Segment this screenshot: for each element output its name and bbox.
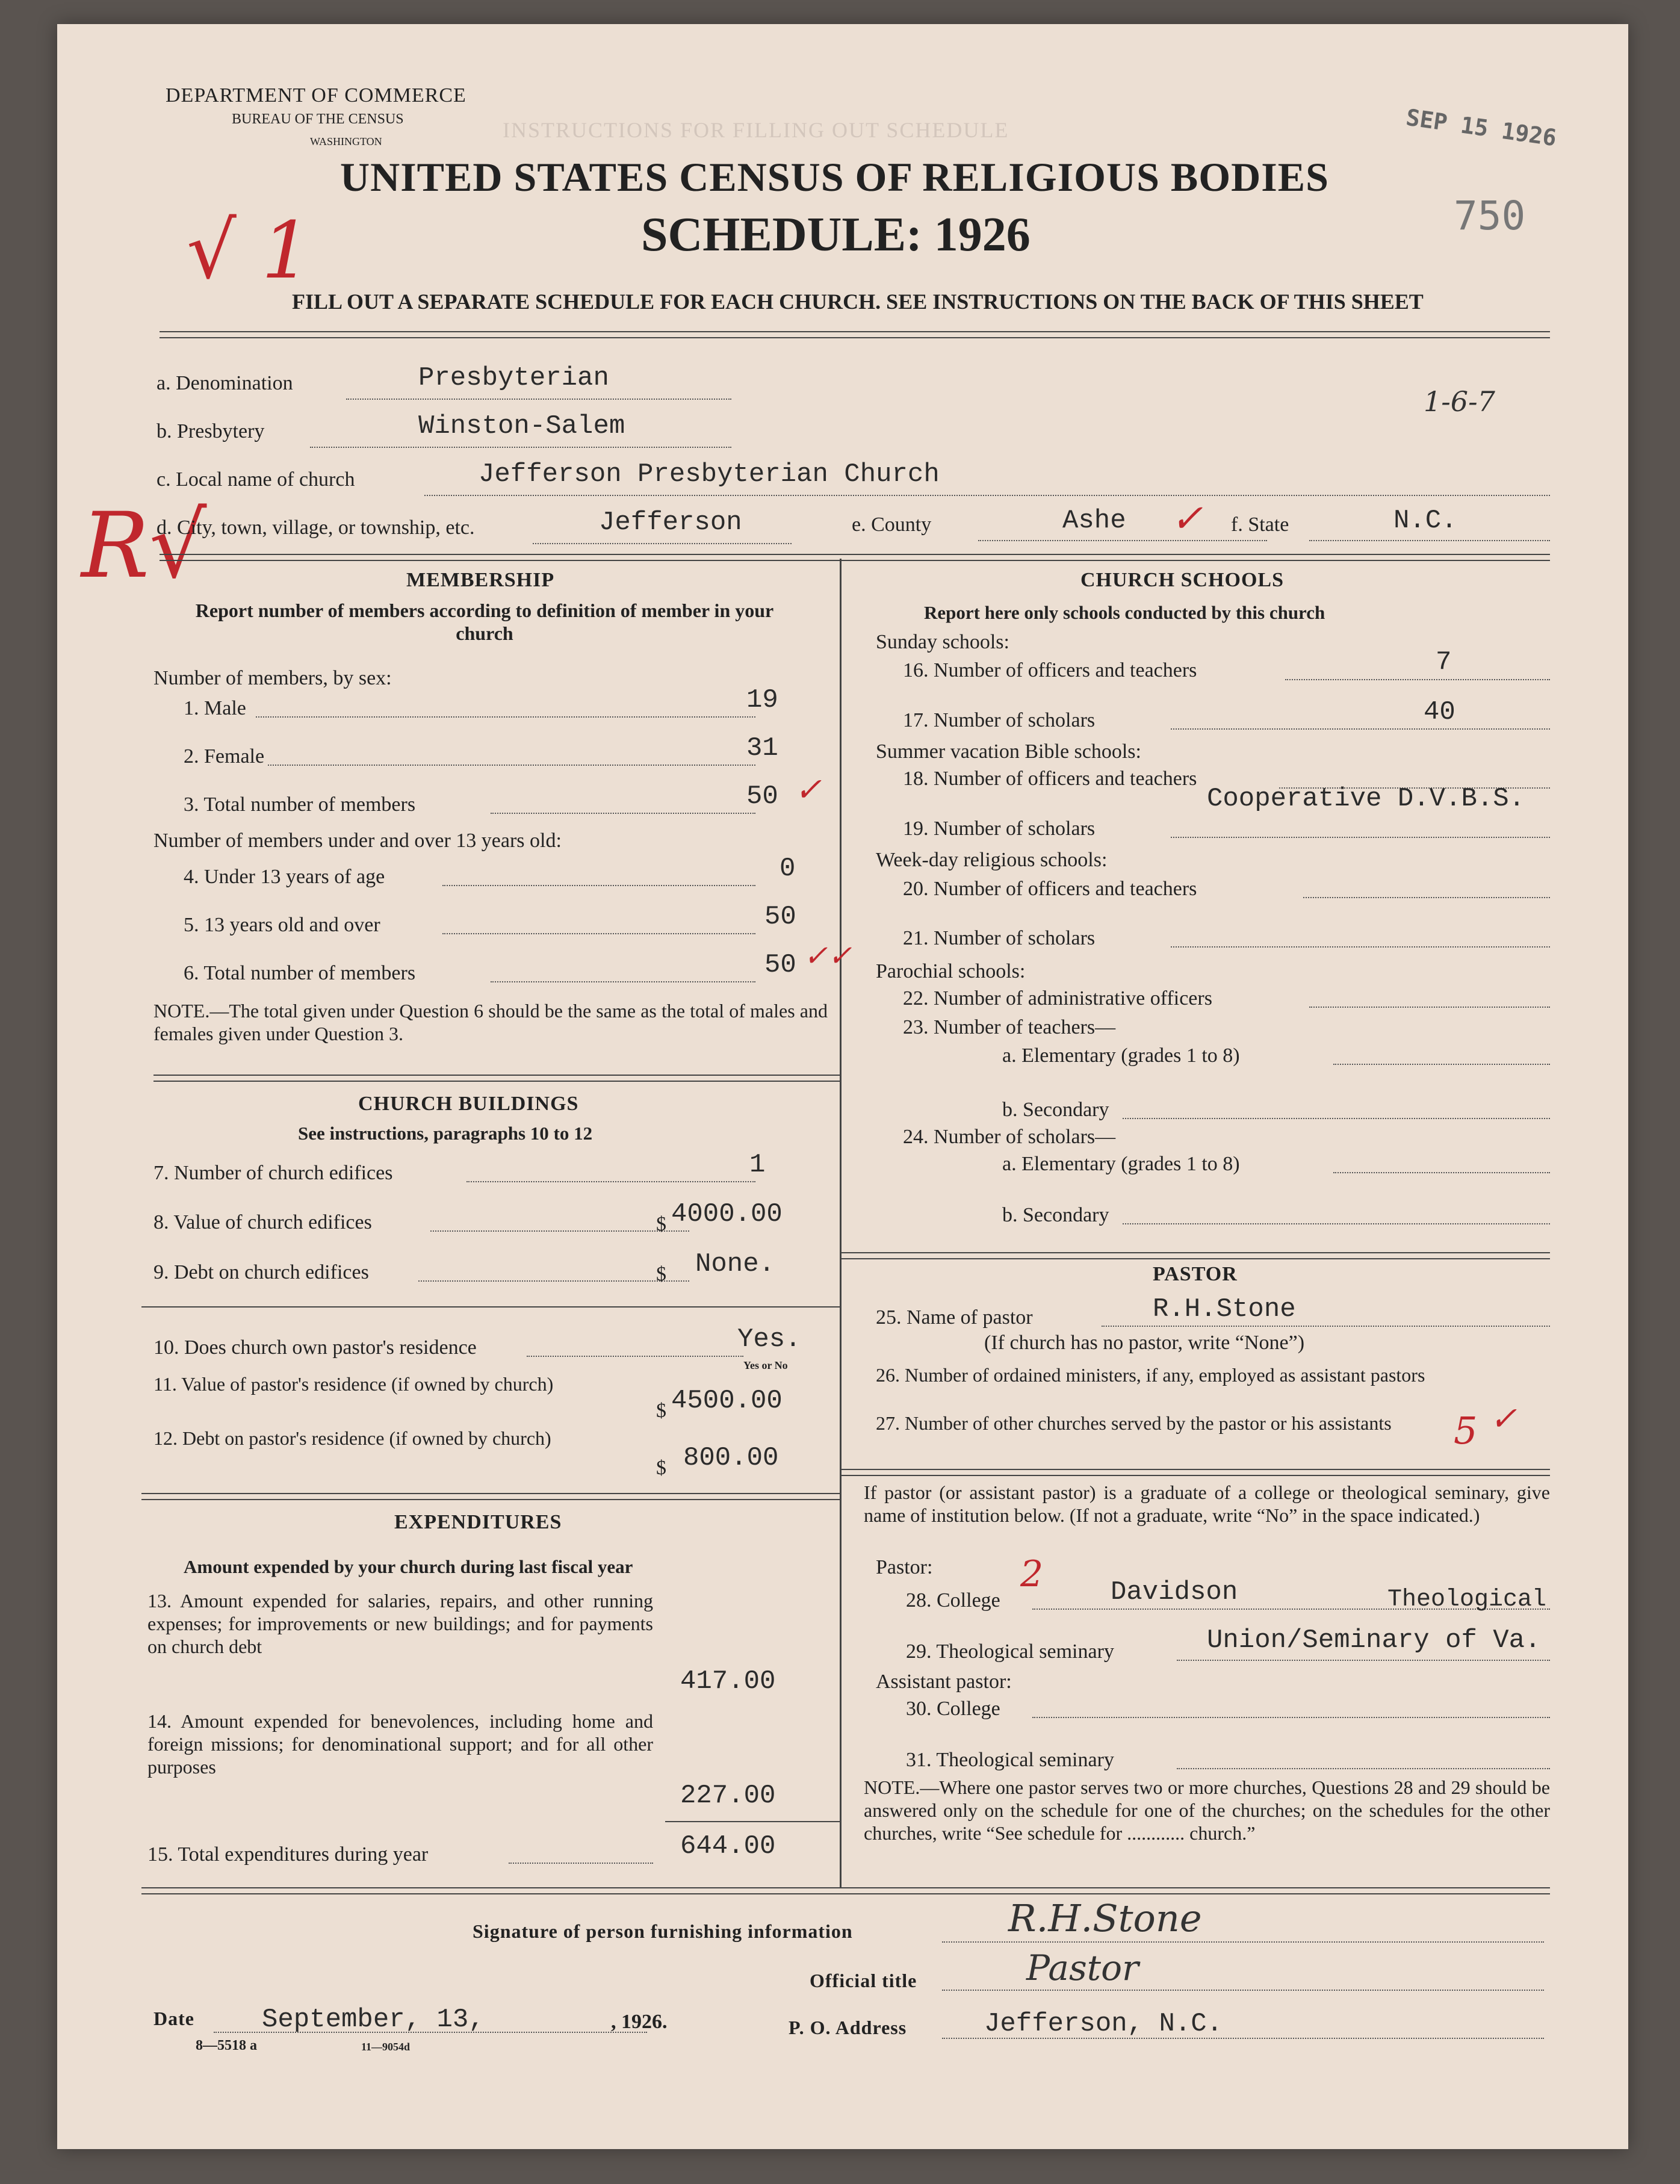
presbytery-label: b. Presbytery (157, 420, 265, 442)
buildings-subheading: See instructions, paragraphs 10 to 12 (298, 1123, 593, 1144)
schedule-number-stamp: 750 (1454, 193, 1526, 239)
q13-value[interactable]: 417.00 (680, 1666, 776, 1696)
q3-value[interactable]: 50 (746, 781, 778, 811)
q6-label: 6. Total number of members (184, 962, 416, 984)
q31-label: 31. Theological seminary (906, 1749, 1114, 1771)
q11-value[interactable]: 4500.00 (671, 1386, 783, 1416)
pastor-heading: PASTOR (1153, 1263, 1238, 1285)
membership-rule (153, 1075, 840, 1082)
q15-value[interactable]: 644.00 (680, 1831, 776, 1861)
header-rule (160, 331, 1550, 338)
q1-value[interactable]: 19 (746, 685, 778, 715)
yes-or-no-hint: Yes or No (743, 1359, 788, 1371)
q24a-label: a. Elementary (grades 1 to 8) (1002, 1153, 1240, 1175)
summer-schools-label: Summer vacation Bible schools: (876, 740, 1141, 763)
red-r-mark: R√ (81, 494, 207, 598)
q14-value[interactable]: 227.00 (680, 1781, 776, 1811)
graduate-instructions: If pastor (or assistant pastor) is a graduate of a college or theological seminary, give name of institution below. (If not a graduate, write “No” in the space indicated.) (864, 1481, 1550, 1526)
parochial-schools-label: Parochial schools: (876, 960, 1026, 982)
q24b-label: b. Secondary (1002, 1204, 1109, 1226)
q28-label: 28. College (906, 1589, 1000, 1612)
q16-value[interactable]: 7 (1436, 647, 1452, 677)
q17-label: 17. Number of scholars (903, 709, 1096, 731)
form-number: 8—5518 a (196, 2038, 257, 2053)
q26-label: 26. Number of ordained ministers, if any, employed as assistant pastors (876, 1364, 1425, 1386)
red-check-mark-top: √ 1 (187, 205, 311, 296)
print-number: 11—9054d (361, 2041, 411, 2053)
q23-label: 23. Number of teachers— (903, 1016, 1116, 1038)
q8-dollar: $ (656, 1213, 666, 1235)
city-line: WASHINGTON (310, 135, 382, 147)
q11-label: 11. Value of pastor's residence (if owned by church) (153, 1373, 554, 1395)
schools-heading: CHURCH SCHOOLS (1080, 569, 1284, 591)
membership-heading: MEMBERSHIP (406, 569, 555, 591)
q12-label: 12. Debt on pastor's residence (if owned by church) (153, 1427, 551, 1449)
date-label: Date (153, 2008, 194, 2029)
q9-dollar: $ (656, 1263, 666, 1285)
county-value[interactable]: Ashe (1062, 506, 1126, 536)
q23a-label: a. Elementary (grades 1 to 8) (1002, 1044, 1240, 1067)
membership-note: NOTE.—The total given under Question 6 should be the same as the total of males and females given under Question 3. (153, 1000, 828, 1044)
q20-label: 20. Number of officers and teachers (903, 878, 1197, 900)
department-line: DEPARTMENT OF COMMERCE (166, 84, 466, 107)
q5-value[interactable]: 50 (764, 902, 796, 932)
q4-value[interactable]: 0 (780, 854, 796, 884)
q9-label: 9. Debt on church edifices (153, 1261, 369, 1283)
denomination-label: a. Denomination (157, 372, 293, 394)
q27-label: 27. Number of other churches served by the pastor or his assistants (876, 1412, 1392, 1434)
q14-label: 14. Amount expended for benevolences, including home and foreign missions; for denominational support; and for all other purposes (147, 1710, 653, 1778)
q22-label: 22. Number of administrative officers (903, 987, 1212, 1010)
date-value[interactable]: September, 13, (262, 2005, 485, 2035)
po-address-label: P. O. Address (789, 2017, 907, 2038)
date-stamp: SEP 15 1926 (1404, 104, 1558, 152)
q6-value[interactable]: 50 (764, 950, 796, 980)
buildings-heading: CHURCH BUILDINGS (358, 1093, 579, 1115)
bleed-through-heading: INSTRUCTIONS FOR FILLING OUT SCHEDULE (503, 118, 1009, 142)
column-divider (840, 559, 842, 1887)
q13-label: 13. Amount expended for salaries, repairs, and other running expenses; for improvements or new buildings; and for payments on church debt (147, 1590, 653, 1657)
q2-value[interactable]: 31 (746, 733, 778, 763)
q19-label: 19. Number of scholars (903, 817, 1096, 840)
footer-rule (141, 1887, 1550, 1894)
q3-check: ✓ (795, 771, 822, 808)
po-address-value[interactable]: Jefferson, N.C. (984, 2009, 1223, 2039)
expenditures-heading: EXPENDITURES (394, 1511, 562, 1533)
membership-subheading: Report number of members according to definition of member in your church (195, 600, 774, 644)
state-label: f. State (1231, 513, 1289, 536)
denomination-value[interactable]: Presbyterian (418, 363, 609, 393)
presbytery-value[interactable]: Winston-Salem (418, 411, 625, 441)
q23b-label: b. Secondary (1002, 1099, 1109, 1121)
county-label: e. County (852, 513, 932, 536)
q24-label: 24. Number of scholars— (903, 1126, 1116, 1148)
q15-label: 15. Total expenditures during year (147, 1843, 429, 1866)
q30-label: 30. College (906, 1698, 1000, 1720)
q6-double-check: ✓✓ (804, 939, 852, 973)
census-schedule-sheet (57, 24, 1628, 2149)
signature-value[interactable]: R.H.Stone (1008, 1896, 1202, 1940)
q2-label: 2. Female (184, 745, 265, 768)
county-check: ✓ (1171, 497, 1203, 541)
q25-instruction: (If church has no pastor, write “None”) (984, 1332, 1305, 1354)
fields-rule (160, 554, 1550, 561)
bureau-line: BUREAU OF THE CENSUS (232, 111, 404, 127)
city-value[interactable]: Jefferson (599, 507, 742, 538)
city-label: d. City, town, village, or township, etc. (157, 517, 475, 539)
schools-rule (840, 1252, 1550, 1259)
q5-label: 5. 13 years old and over (184, 914, 380, 936)
pastor-note: NOTE.—Where one pastor serves two or more churches, Questions 28 and 29 should be answered only on the schedule for one of the churches; on the schedules for the other churches, write “See schedule for ............ church.” (864, 1776, 1550, 1844)
q25-value[interactable]: R.H.Stone (1153, 1294, 1296, 1324)
q27-check: ✓ (1490, 1400, 1517, 1438)
sunday-schools-label: Sunday schools: (876, 631, 1009, 653)
q25-label: 25. Name of pastor (876, 1306, 1033, 1329)
q1-label: 1. Male (184, 697, 246, 719)
pastor-subheading: Pastor: (876, 1556, 933, 1578)
pastor-rule (840, 1469, 1550, 1476)
official-title-label: Official title (810, 1970, 917, 1991)
q12-dollar: $ (656, 1457, 666, 1479)
q8-value[interactable]: 4000.00 (671, 1199, 783, 1229)
q3-label: 3. Total number of members (184, 793, 416, 816)
handwritten-code: 1-6-7 (1424, 385, 1495, 418)
q21-label: 21. Number of scholars (903, 927, 1096, 949)
q18-label: 18. Number of officers and teachers (903, 768, 1197, 790)
q29-value[interactable]: Union/Seminary of Va. (1207, 1625, 1541, 1655)
q12-value[interactable]: 800.00 (683, 1443, 779, 1473)
official-title-value[interactable]: Pastor (1026, 1947, 1139, 1988)
q16-label: 16. Number of officers and teachers (903, 659, 1197, 681)
q7-value[interactable]: 1 (749, 1150, 766, 1180)
church-name-value[interactable]: Jefferson Presbyterian Church (479, 459, 940, 489)
q29-label: 29. Theological seminary (906, 1640, 1114, 1663)
q8-label: 8. Value of church edifices (153, 1211, 372, 1233)
q10-value[interactable]: Yes. (737, 1324, 801, 1354)
q18-value[interactable]: Cooperative D.V.B.S. (1207, 784, 1525, 814)
weekday-schools-label: Week-day religious schools: (876, 849, 1108, 871)
signature-label: Signature of person furnishing information (473, 1920, 853, 1942)
q10-label: 10. Does church own pastor's residence (153, 1336, 477, 1359)
q28-value[interactable]: Davidson (1111, 1577, 1238, 1607)
schools-subheading: Report here only schools conducted by this church (924, 602, 1325, 623)
q27-value[interactable]: 5 (1454, 1409, 1478, 1453)
state-value[interactable]: N.C. (1393, 506, 1457, 536)
schedule-title: SCHEDULE: 1926 (641, 208, 1031, 261)
q17-value[interactable]: 40 (1424, 697, 1455, 727)
date-year: , 1926. (611, 2011, 668, 2033)
q7-label: 7. Number of church edifices (153, 1162, 393, 1184)
instruction-line: FILL OUT A SEPARATE SCHEDULE FOR EACH CHURCH. SEE INSTRUCTIONS ON THE BACK OF THIS SHEET (292, 290, 1424, 314)
assistant-subheading: Assistant pastor: (876, 1671, 1012, 1693)
q9-value[interactable]: None. (695, 1249, 775, 1279)
q4-label: 4. Under 13 years of age (184, 866, 385, 888)
members-by-age-label: Number of members under and over 13 years old: (153, 830, 562, 852)
form-title: UNITED STATES CENSUS OF RELIGIOUS BODIES (340, 154, 1329, 200)
buildings-rule (141, 1493, 840, 1500)
church-name-label: c. Local name of church (157, 468, 355, 491)
q11-dollar: $ (656, 1400, 666, 1422)
expenditures-subheading: Amount expended by your church during last fiscal year (184, 1556, 633, 1577)
q29-extra-word[interactable]: Theological (1387, 1586, 1547, 1613)
q28-red-mark: 2 (1020, 1553, 1044, 1595)
members-by-sex-label: Number of members, by sex: (153, 667, 392, 689)
